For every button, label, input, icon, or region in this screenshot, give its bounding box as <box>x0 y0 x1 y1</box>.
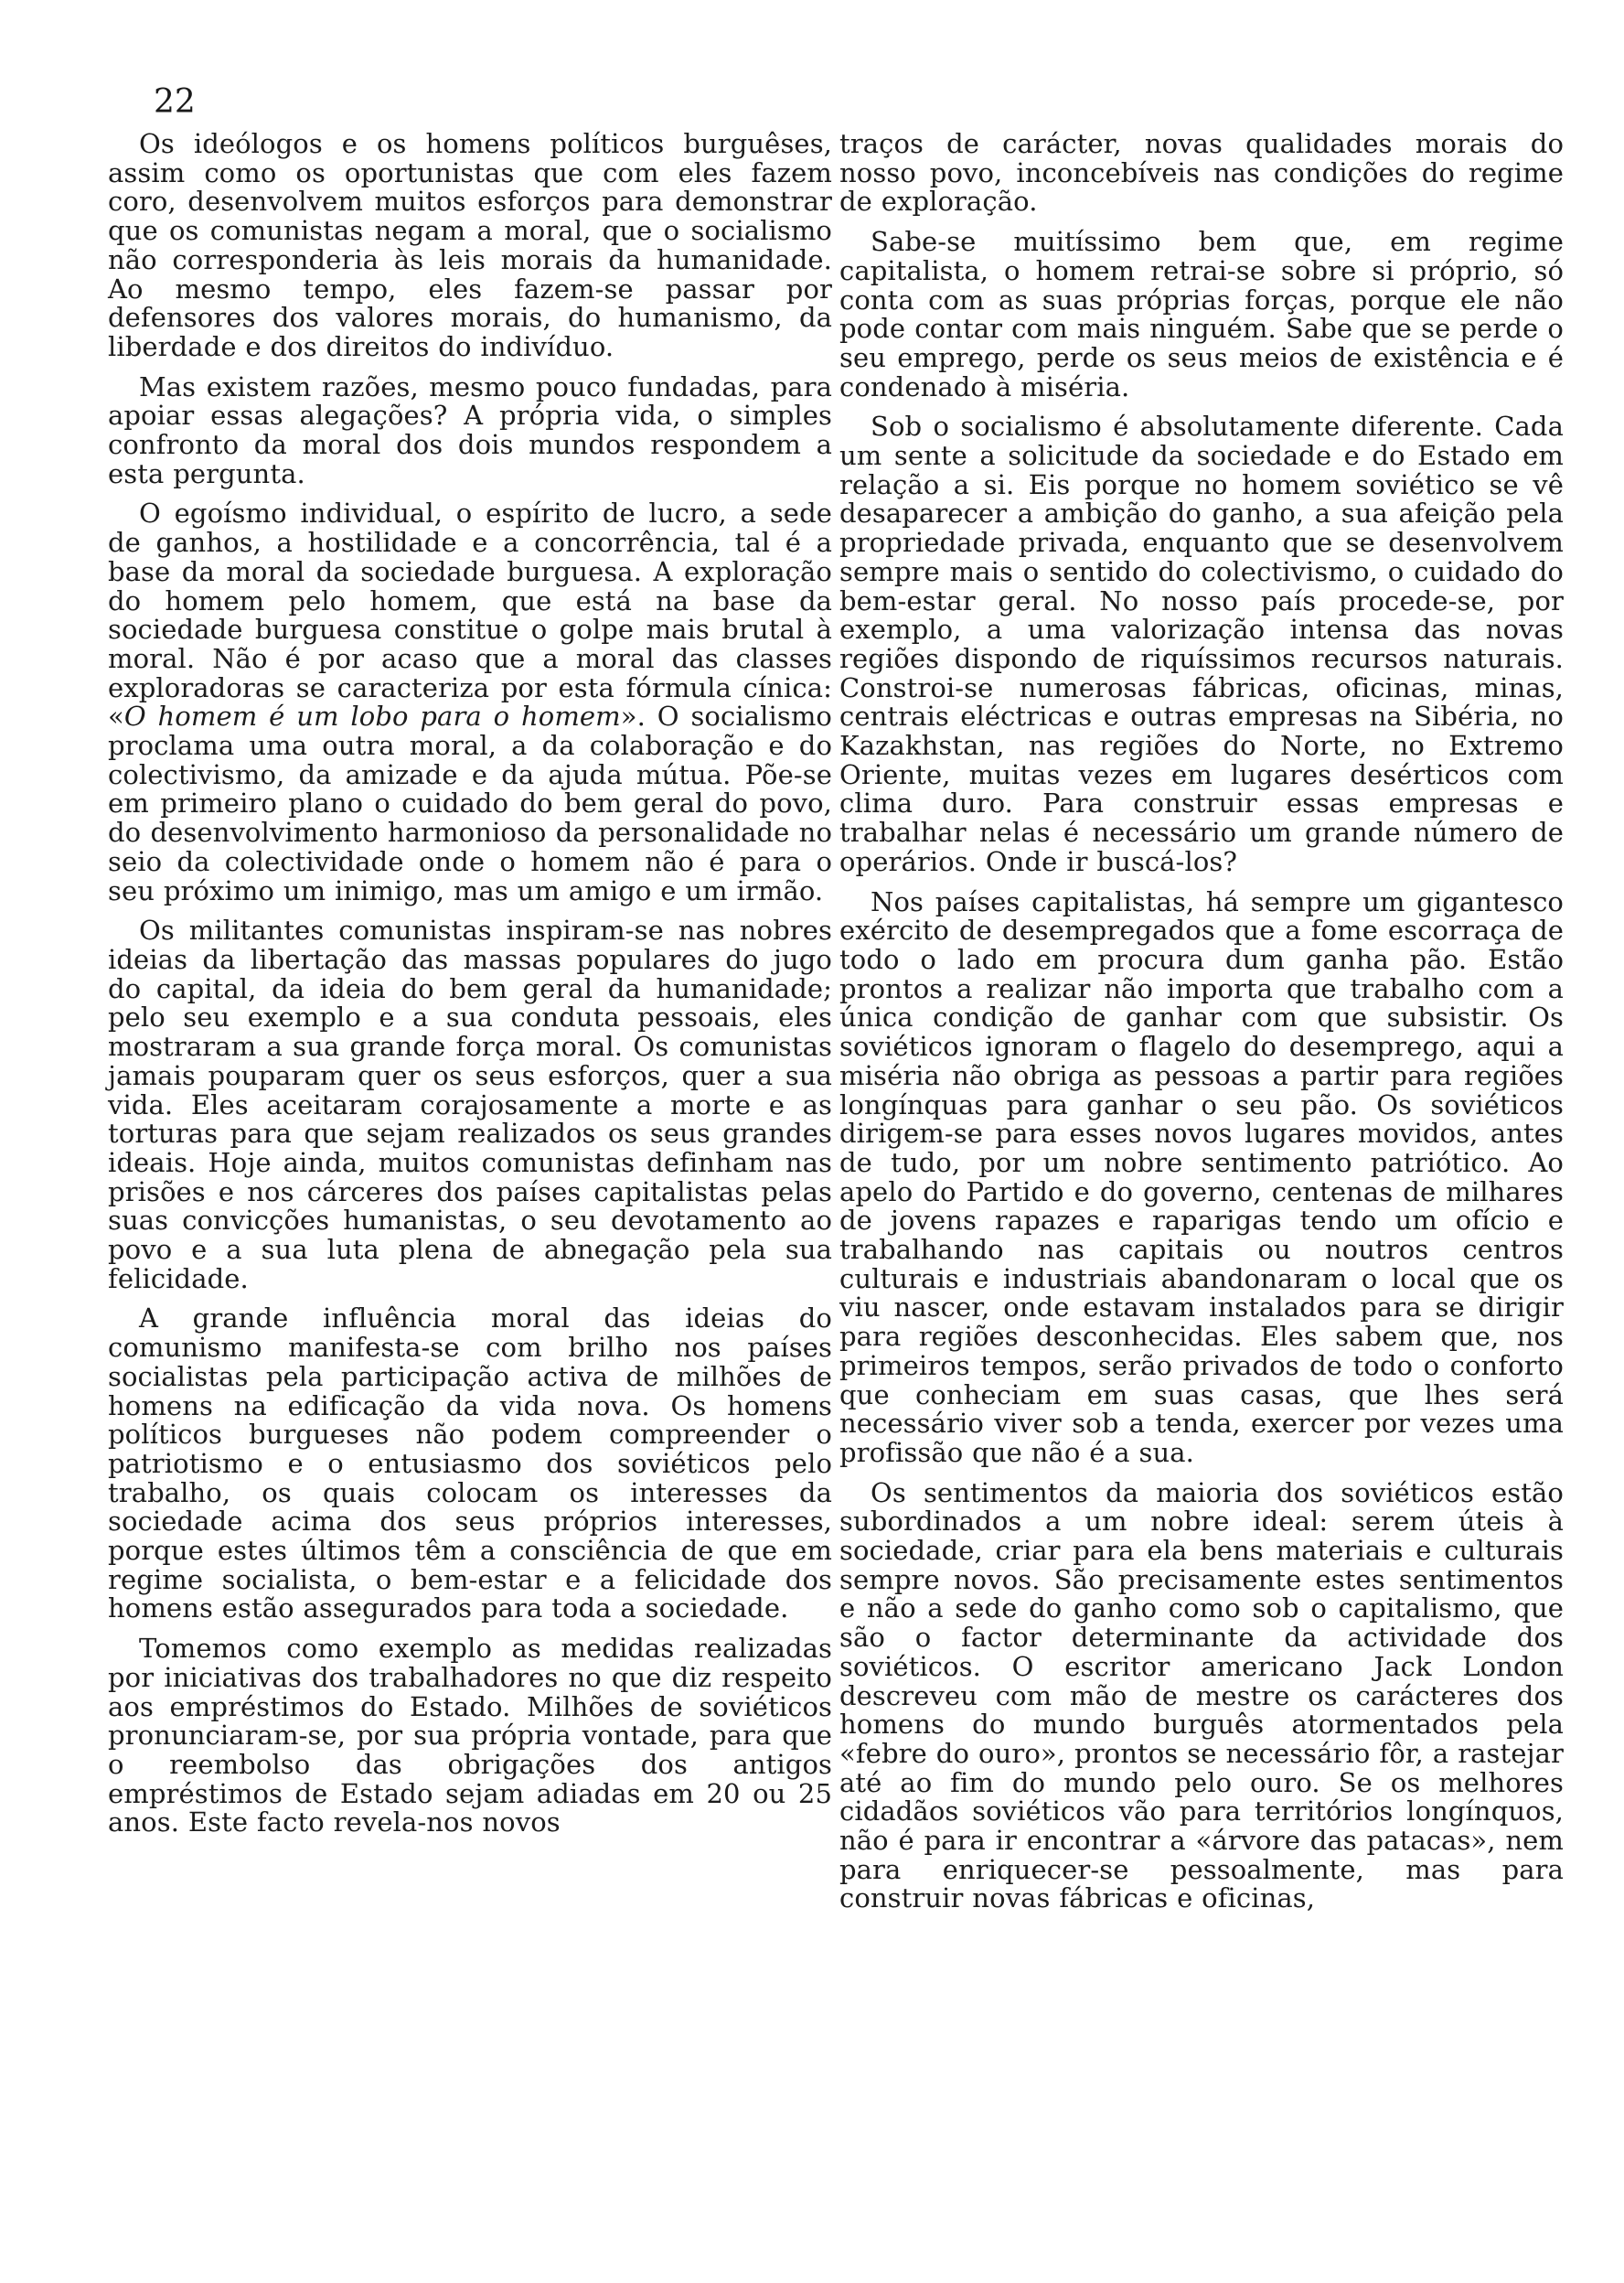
paragraph: Sabe-se muitíssimo bem que, em regime capitalista, o homem retrai-se sobre si próprio, só conta com as suas próprias forças, porque ele não pode contar com mais ninguém. Sabe que se perde o seu emprego, perde os seus meios de existência e é condenado à miséria. <box>839 226 1564 402</box>
paragraph: Os sentimentos da maioria dos soviéticos estão subordinados a um nobre ideal: serem úteis à sociedade, criar para ela bens materiais e culturais sempre novos. São precisamente estes sentimentos e não a sede do ganho como sob o capitalismo, que são o factor determinante da actividade dos soviéticos. O escritor americano Jack London descreveu com mão de mestre os carácteres dos homens do mundo burguês atormentados pela «febre do ouro», prontos se necessário fôr, a rastejar até ao fim do mundo pelo ouro. Se os melhores cidadãos soviéticos vão para territórios longínquos, não é para ir encontrar a «árvore das patacas», nem para enriquecer-se pessoalmente, mas para construir novas fábricas e oficinas, <box>839 1476 1564 1914</box>
paragraph-text: ». O socialismo proclama uma outra moral, a da colaboração e do colectivismo, da amizade e da ajuda mútua. Põe-se em primeiro plano o cuidado do bem geral do povo, do desenvolvimento harmonioso da personalidade no seio da colectividade onde o homem não é para o seu próximo um inimigo, mas um amigo e um irmão. <box>108 701 832 906</box>
paragraph: Tomemos como exemplo as medidas realizadas por iniciativas dos trabalhadores no que diz respeito aos empréstimos do Estado. Milhões de soviéticos pronunciaram-se, por sua própria vontade, para que o reembolso das obrigações dos antigos empréstimos de Estado sejam adiadas em 20 ou 25 anos. Este facto revela-nos novos <box>108 1633 832 1838</box>
paragraph: Sob o socialismo é absolutamente diferente. Cada um sente a solicitude da sociedade e do Estado em relação a si. Eis porque no homem soviético se vê desaparecer a ambição do ganho, a sua afeição pela propriedade privada, enquanto que se desenvolvem sempre mais o sentido do colectivismo, o cuidado do bem-estar geral. No nosso país procede-se, por exemplo, a uma valorização intensa das novas regiões dispondo de riquíssimos recursos naturais. Constroi-se numerosas fábricas, oficinas, minas, centrais eléctricas e outras empresas na Sibéria, no Kazakhstan, nas regiões do Norte, no Extremo Oriente, muitas vezes em lugares desérticos com clima duro. Para construir essas empresas e trabalhar nelas é necessário um grande número de operários. Onde ir buscá-los? <box>839 411 1564 877</box>
paragraph: Mas existem razões, mesmo pouco fundadas, para apoiar essas alegações? A própria vida, o simples confronto da moral dos dois mundos respondem a esta pergunta. <box>108 370 832 489</box>
paragraph <box>108 499 832 906</box>
paragraph-continued: traços de carácter, novas qualidades morais do nosso povo, inconcebíveis nas condições do regime de exploração. <box>839 128 1564 218</box>
left-column <box>108 130 832 1849</box>
paragraph-text: O egoísmo individual, o espírito de lucro, a sede de ganhos, a hostilidade e a concorrência, tal é a base da moral da sociedade burguesa. A exploração do homem pelo homem, que está na base da sociedade burguesa constitue o golpe mais brutal à moral. Não é por acaso que a moral das classes exploradoras se caracteriza por esta fórmula cínica: « <box>108 498 832 733</box>
paragraph: A grande influência moral das ideias do comunismo manifesta-se com brilho nos países socialistas pela participação activa de milhões de homens na edificação da vida nova. Os homens políticos burgueses não podem compreender o patriotismo e o entusiasmo dos soviéticos pelo trabalho, os quais colocam os interesses da sociedade acima dos seus próprios interesses, porque estes últimos têm a consciência de que em regime socialista, o bem-estar e a felicidade dos homens estão assegurados para toda a sociedade. <box>108 1302 832 1624</box>
paragraph: Os militantes comunistas inspiram-se nas nobres ideias da libertação das massas populares do jugo do capital, da ideia do bem geral da humanidade; pelo seu exemplo e a sua conduta pessoais, eles mostraram a sua grande força moral. Os comunistas jamais pouparam quer os seus esforços, quer a sua vida. Eles aceitaram corajosamente a morte e as torturas para que sejam realizados os seus grandes ideais. Hoje ainda, muitos comunistas definham nas prisões e nos cárceres dos países capitalistas pelas suas convicções humanistas, o seu devotamento ao povo e a sua luta plena de abnegação pela sua felicidade. <box>108 915 832 1294</box>
quoted-phrase: O homem é um lobo para o homem <box>123 701 621 733</box>
right-column <box>839 130 1564 1924</box>
page-number: 22 <box>154 83 196 121</box>
paragraph: Os ideólogos e os homens políticos burguêses, assim como os oportunistas que com eles fazem coro, desenvolvem muitos esforços para demonstrar que os comunistas negam a moral, que o socialismo não corresponderia às leis morais da humanidade. Ao mesmo tempo, eles fazem-se passar por defensores dos valores morais, do humanismo, da liberdade e dos direitos do indivíduo. <box>108 128 832 362</box>
paragraph: Nos países capitalistas, há sempre um gigantesco exército de desempregados que a fome escorraça de todo o lado em procura dum ganha pão. Estão prontos a realizar não importa que trabalho com a única condição de ganhar com que subsistir. Os soviéticos ignoram o flagelo do desemprego, aqui a miséria não obriga as pessoas a partir para regiões longínquas para ganhar o seu pão. Os soviéticos dirigem-se para esses novos lugares movidos, antes de tudo, por um nobre sentimento patriótico. Ao apelo do Partido e do governo, centenas de milhares de jovens rapazes e raparigas tendo um ofício e trabalhando nas capitais ou noutros centros culturais e industriais abandonaram o local que os viu nascer, onde estavam instalados para se dirigir para regiões desconhecidas. Eles sabem que, nos primeiros tempos, serão privados de todo o conforto que conheciam em suas casas, que lhes será necessário viver sob a tenda, exercer por vezes uma profissão que não é a sua. <box>839 885 1564 1468</box>
